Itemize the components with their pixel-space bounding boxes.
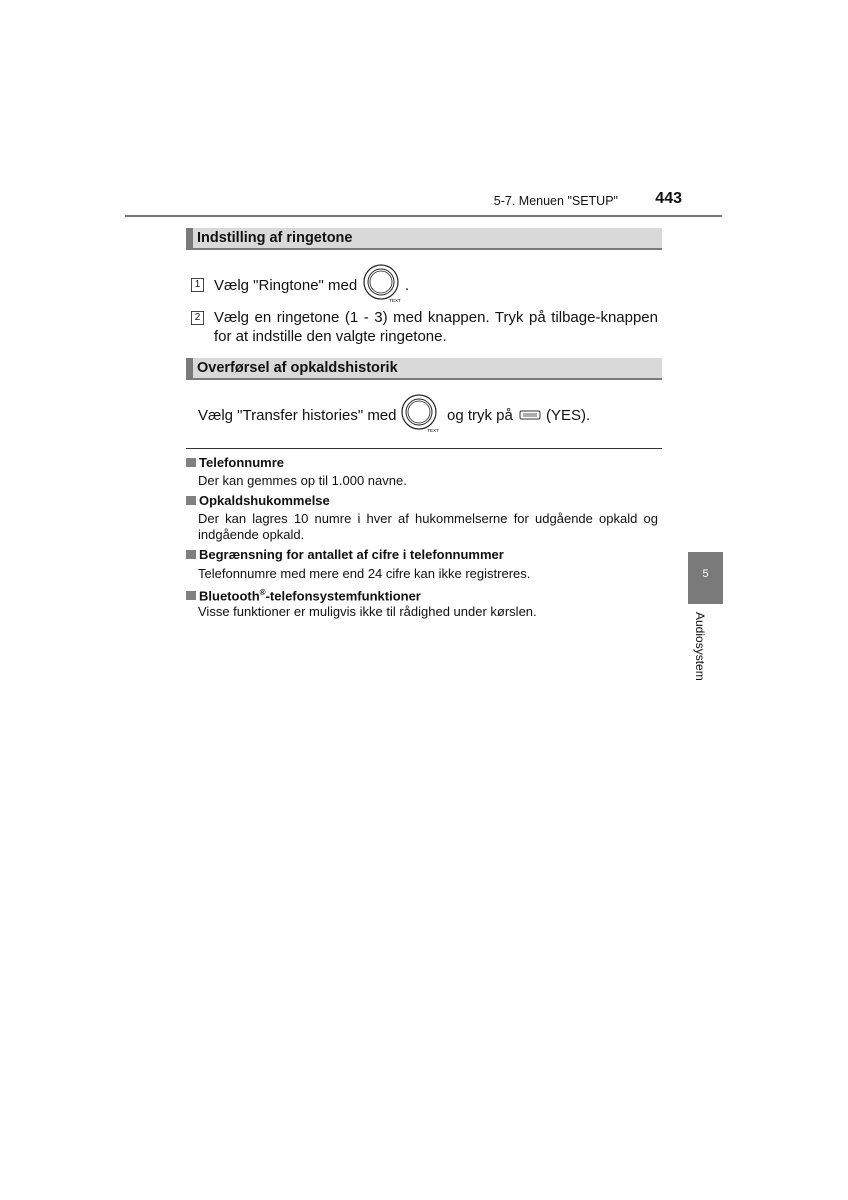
- knob-label: TEXT: [389, 298, 401, 303]
- note-heading-call-memory: Opkaldshukommelse: [186, 493, 330, 509]
- transfer-text-middle: og tryk på: [447, 407, 513, 424]
- section-heading-ringtone: Indstilling af ringetone: [186, 228, 662, 250]
- note-text-call-memory: Der kan lagres 10 numre i hver af hukommelserne for udgående opkald og indgående opkald.: [198, 511, 658, 542]
- step-1-text-before: Vælg "Ringtone" med: [214, 277, 358, 294]
- notes-divider: [186, 448, 662, 449]
- note-text-phone-numbers: Der kan gemmes op til 1.000 navne.: [198, 473, 407, 488]
- square-bullet-icon: [186, 496, 196, 505]
- chapter-tab: 5: [688, 552, 723, 604]
- note-text-digit-limit: Telefonnumre med mere end 24 cifre kan ikke registreres.: [198, 566, 531, 581]
- note-heading-bluetooth: Bluetooth®-telefonsystemfunktioner: [186, 585, 421, 604]
- step-2-text: Vælg en ringetone (1 - 3) med knappen. Tryk på tilbage-knappen for at indstille den valgte ringetone.: [214, 309, 658, 345]
- square-bullet-icon: [186, 591, 196, 600]
- note-heading-digit-limit: Begrænsning for antallet af cifre i telefonnummer: [186, 547, 504, 563]
- transfer-text-before: Vælg "Transfer histories" med: [198, 407, 397, 424]
- tune-knob-icon: [361, 263, 403, 305]
- step-1-text-after: .: [405, 277, 410, 294]
- step-number-2: 2: [191, 311, 204, 325]
- step-1-text: [214, 276, 357, 295]
- chapter-tab-label: Audiosystem: [693, 612, 707, 681]
- section-header: 5-7. Menuen "SETUP": [493, 194, 618, 208]
- step-number-1: 1: [191, 278, 204, 292]
- note-text-bluetooth: Visse funktioner er muligvis ikke til rådighed under kørslen.: [198, 604, 537, 619]
- square-bullet-icon: [186, 550, 196, 559]
- note-heading-phone-numbers: Telefonnumre: [186, 455, 284, 471]
- transfer-text-after: (YES).: [546, 407, 591, 424]
- button-icon: [519, 410, 541, 420]
- square-bullet-icon: [186, 458, 196, 467]
- knob-label: TEXT: [427, 428, 439, 433]
- header-divider: [125, 215, 722, 217]
- tune-knob-icon: [399, 393, 441, 435]
- section-heading-call-history: Overførsel af opkaldshistorik: [186, 358, 662, 380]
- page-number: 443: [655, 190, 682, 207]
